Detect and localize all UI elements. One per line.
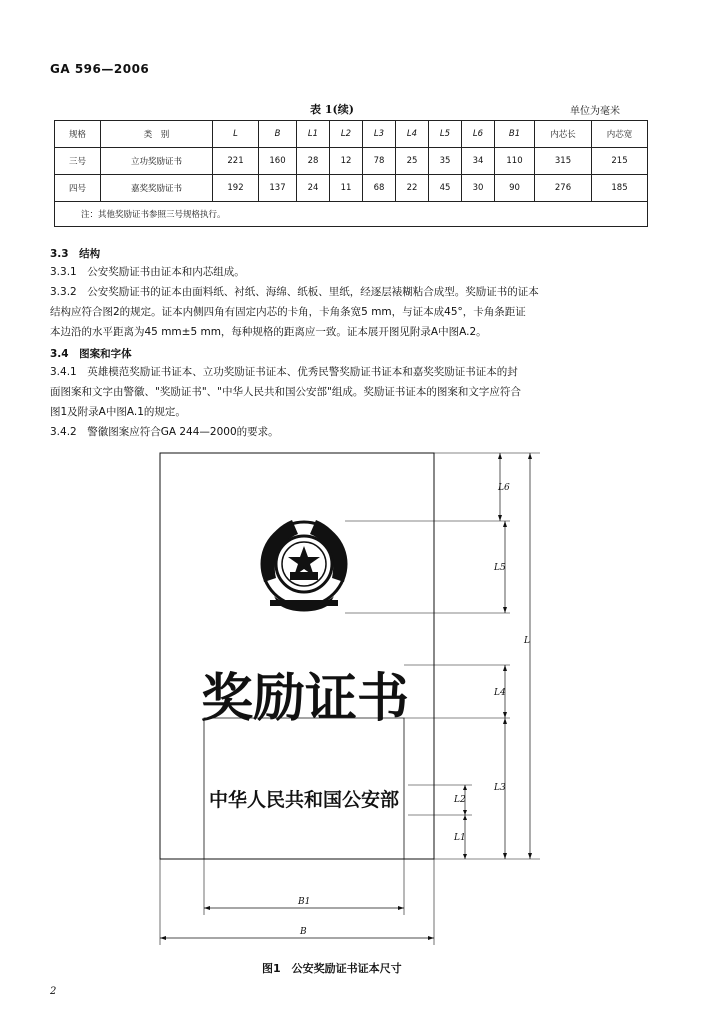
- table-cell: 90: [495, 175, 535, 202]
- column-header: 规格: [55, 121, 101, 148]
- clause-3-3-1: 3.3.1 公安奖励证书由证本和内芯组成。: [50, 266, 245, 278]
- table-cell: 192: [213, 175, 259, 202]
- dim-label-b: B: [300, 927, 307, 937]
- table-cell: 78: [363, 148, 396, 175]
- table-header-row: [55, 121, 648, 148]
- table-row: [55, 175, 648, 202]
- table-cell: 34: [462, 148, 495, 175]
- column-header: L4: [396, 121, 429, 148]
- table-note-row: [55, 202, 648, 227]
- table-cell: 137: [259, 175, 297, 202]
- figure-cover-dimensions: [0, 448, 701, 958]
- table-cell: 嘉奖奖励证书: [101, 175, 213, 202]
- table-title: 表 1(续): [310, 103, 354, 116]
- table-cell: 160: [259, 148, 297, 175]
- column-header: 类 别: [101, 121, 213, 148]
- table-cell: 35: [429, 148, 462, 175]
- table-cell: 110: [495, 148, 535, 175]
- column-header: B: [259, 121, 297, 148]
- section-heading-3-3: 3.3 结构: [50, 248, 101, 260]
- dim-label-l5: L5: [494, 563, 506, 573]
- table-unit: 单位为毫米: [570, 106, 620, 117]
- table-cell: 315: [535, 148, 592, 175]
- table-cell: 22: [396, 175, 429, 202]
- table-cell: 24: [297, 175, 330, 202]
- section-heading-3-4: 3.4 图案和字体: [50, 348, 132, 360]
- table-cell: 立功奖励证书: [101, 148, 213, 175]
- table-cell: 28: [297, 148, 330, 175]
- table-cell: 68: [363, 175, 396, 202]
- table-row: [55, 148, 648, 175]
- column-header: L3: [363, 121, 396, 148]
- column-header: 内芯长: [535, 121, 592, 148]
- dim-label-l2: L2: [454, 795, 466, 805]
- dim-label-l1: L1: [454, 833, 466, 843]
- dim-label-l3: L3: [494, 783, 506, 793]
- table-cell: 185: [592, 175, 648, 202]
- column-header: L6: [462, 121, 495, 148]
- dim-label-l6: L6: [498, 483, 510, 493]
- table-cell: 四号: [55, 175, 101, 202]
- clause-3-3-2-line2: 结构应符合图2的规定。证本内侧四角有固定内芯的卡角，卡角条宽5 mm，与证本成45°，卡角条距证: [50, 306, 526, 318]
- dim-label-l4: L4: [494, 688, 506, 698]
- table-cell: 221: [213, 148, 259, 175]
- clause-3-4-1-line3: 图1及附录A中图A.1的规定。: [50, 406, 186, 418]
- police-emblem-icon: [262, 520, 346, 612]
- cover-org: 中华人民共和国公安部: [208, 789, 400, 811]
- figure-caption: 图1 公安奖励证书证本尺寸: [262, 962, 402, 975]
- cover-title: 奖励证书: [200, 668, 410, 729]
- page-number: 2: [50, 986, 57, 997]
- standard-id: GA 596—2006: [50, 62, 150, 76]
- spec-table: [54, 120, 648, 227]
- clause-3-4-1-line1: 3.4.1 英雄模范奖励证书证本、立功奖励证书证本、优秀民警奖励证书证本和嘉奖奖励证书证本的封: [50, 366, 518, 378]
- table-cell: 45: [429, 175, 462, 202]
- column-header: L2: [330, 121, 363, 148]
- table-cell: 276: [535, 175, 592, 202]
- column-header: B1: [495, 121, 535, 148]
- clause-3-3-2-line3: 本边沿的水平距离为45 mm±5 mm，每种规格的距离应一致。证本展开图见附录A中图A.2。: [50, 326, 487, 338]
- table-cell: 三号: [55, 148, 101, 175]
- table-cell: 11: [330, 175, 363, 202]
- table-cell: 30: [462, 175, 495, 202]
- column-header: L1: [297, 121, 330, 148]
- column-header: L: [213, 121, 259, 148]
- table-note: 注：其他奖励证书参照三号规格执行。: [55, 202, 648, 227]
- column-header: 内芯宽: [592, 121, 648, 148]
- clause-3-4-2: 3.4.2 警徽图案应符合GA 244—2000的要求。: [50, 426, 279, 438]
- clause-3-4-1-line2: 面图案和文字由警徽、"奖励证书"、"中华人民共和国公安部"组成。奖励证书证本的图案和文字应符合: [50, 386, 521, 398]
- column-header: L5: [429, 121, 462, 148]
- table-cell: 215: [592, 148, 648, 175]
- clause-3-3-2-line1: 3.3.2 公安奖励证书的证本由面料纸、衬纸、海绵、纸板、里纸，经逐层裱糊粘合成型。奖励证书的证本: [50, 286, 539, 298]
- table-cell: 25: [396, 148, 429, 175]
- dim-label-l: L: [524, 636, 530, 646]
- table-cell: 12: [330, 148, 363, 175]
- dim-label-b1: B1: [298, 897, 311, 907]
